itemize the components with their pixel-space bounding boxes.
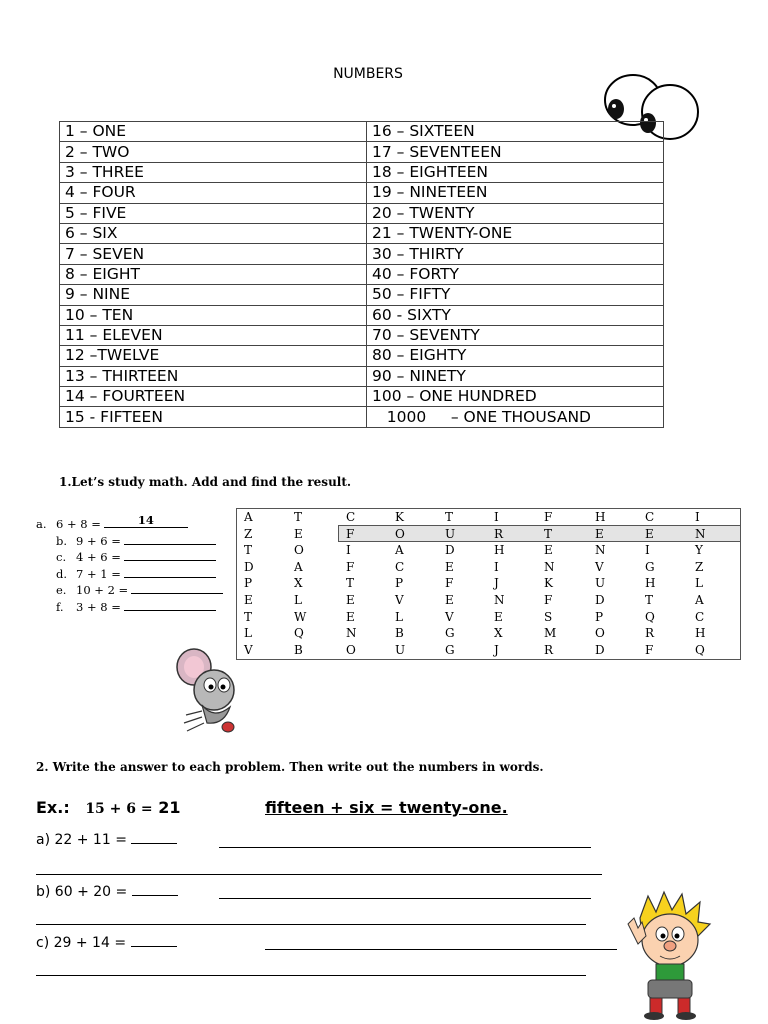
grid-letter[interactable]: V	[244, 642, 253, 657]
table-cell: 11 – ELEVEN	[60, 325, 367, 345]
table-row	[60, 325, 664, 345]
answer-line[interactable]	[219, 898, 591, 899]
grid-letter[interactable]: E	[346, 593, 355, 607]
grid-letter[interactable]: G	[645, 559, 655, 574]
grid-letter[interactable]: D	[244, 559, 254, 574]
grid-letter[interactable]: F	[544, 593, 553, 607]
table-cell: 40 – FORTY	[367, 264, 664, 284]
item-label: c.	[56, 550, 67, 564]
answer-line[interactable]	[36, 924, 586, 925]
answer-blank[interactable]	[104, 513, 188, 528]
table-row	[60, 285, 664, 305]
grid-letter[interactable]: Q	[294, 626, 304, 641]
grid-letter[interactable]: N	[595, 543, 606, 558]
grid-letter[interactable]: R	[544, 642, 554, 657]
table-cell: 13 – THIRTEEN	[60, 366, 367, 386]
grid-letter[interactable]: C	[346, 510, 356, 524]
item-answer: 14	[137, 513, 154, 527]
table-row	[60, 142, 664, 162]
mouse-cartoon-icon	[172, 645, 242, 740]
exercise1-title: 1.Let’s study math. Add and find the result.	[59, 475, 352, 489]
table-cell: 15 - FIFTEEN	[60, 407, 367, 427]
grid-letter[interactable]: P	[244, 576, 253, 591]
grid-letter[interactable]: I	[645, 543, 650, 558]
grid-letter[interactable]: V	[595, 559, 604, 574]
item-label: d.	[56, 566, 68, 581]
addition-item	[56, 566, 216, 582]
grid-letter[interactable]: T	[544, 526, 553, 541]
grid-letter[interactable]: E	[645, 526, 654, 541]
table-row	[60, 162, 664, 182]
grid-letter[interactable]: O	[346, 642, 356, 657]
grid-letter[interactable]: T	[445, 510, 454, 524]
grid-letter[interactable]: R	[494, 526, 504, 541]
item-expression: 7 + 1 =	[76, 566, 121, 581]
problem-c: c) 29 + 14 =	[36, 935, 177, 951]
grid-letter[interactable]: N	[695, 526, 706, 541]
table-row	[60, 183, 664, 203]
item-expression: 9 + 6 =	[76, 533, 121, 548]
grid-letter[interactable]: C	[695, 609, 705, 624]
table-cell: 7 – SEVEN	[60, 244, 367, 264]
table-cell: 1 – ONE	[60, 122, 367, 142]
table-cell: 9 – NINE	[60, 285, 367, 305]
grid-letter[interactable]: S	[544, 609, 553, 624]
problem-b: b) 60 + 20 =	[36, 884, 178, 900]
answer-line[interactable]	[265, 949, 617, 950]
grid-letter[interactable]: C	[395, 559, 405, 574]
addition-item	[56, 533, 216, 549]
grid-letter[interactable]: L	[695, 576, 703, 591]
grid-row	[237, 509, 740, 526]
boy-cartoon-icon	[620, 888, 720, 1022]
table-cell: 50 – FIFTY	[367, 285, 664, 305]
grid-letter[interactable]: Z	[244, 526, 253, 541]
table-cell: 19 – NINETEEN	[367, 183, 664, 203]
grid-letter[interactable]: P	[595, 609, 604, 624]
grid-letter[interactable]: F	[645, 642, 654, 657]
item-expression: 10 + 2 =	[76, 583, 129, 597]
grid-letter[interactable]: O	[294, 543, 304, 558]
example-words: fifteen + six = twenty-one.	[265, 798, 508, 817]
grid-letter[interactable]: G	[445, 642, 455, 657]
table-cell: 90 – NINETY	[367, 366, 664, 386]
grid-letter[interactable]: T	[244, 609, 253, 624]
example-label: Ex.:	[36, 798, 70, 817]
table-cell: 16 – SIXTEEN	[367, 122, 664, 142]
grid-letter[interactable]: N	[544, 559, 555, 574]
grid-letter[interactable]: E	[544, 543, 553, 558]
table-cell: 4 – FOUR	[60, 183, 367, 203]
table-cell: 2 – TWO	[60, 142, 367, 162]
table-row	[60, 346, 664, 366]
grid-letter[interactable]: E	[595, 526, 604, 541]
table-row	[60, 305, 664, 325]
table-cell: 12 –TWELVE	[60, 346, 367, 366]
grid-letter[interactable]: O	[395, 526, 405, 541]
table-cell: 60 - SIXTY	[367, 305, 664, 325]
grid-letter[interactable]: E	[445, 559, 454, 574]
table-cell: 21 – TWENTY-ONE	[367, 223, 664, 243]
table-row	[60, 387, 664, 407]
grid-letter[interactable]: O	[595, 626, 605, 641]
grid-letter[interactable]: T	[244, 543, 253, 558]
page-title: NUMBERS	[333, 66, 403, 82]
example-expression: 15 + 6 =	[85, 801, 153, 817]
grid-letter[interactable]: H	[494, 543, 505, 558]
table-cell: 18 – EIGHTEEN	[367, 162, 664, 182]
grid-letter[interactable]: X	[294, 576, 303, 591]
item-label: e.	[56, 583, 67, 597]
example-result: 21	[158, 798, 181, 817]
grid-letter[interactable]: E	[346, 609, 355, 624]
table-cell: 30 – THIRTY	[367, 244, 664, 264]
grid-letter[interactable]: J	[494, 642, 499, 657]
grid-letter[interactable]: U	[395, 642, 406, 657]
grid-letter[interactable]: D	[595, 642, 605, 657]
grid-letter[interactable]: P	[395, 576, 404, 591]
grid-letter[interactable]: B	[395, 626, 404, 641]
table-cell: 3 – THREE	[60, 162, 367, 182]
grid-row	[237, 559, 740, 576]
grid-letter[interactable]: T	[294, 510, 303, 524]
grid-row	[237, 542, 740, 559]
letter-grid	[236, 508, 741, 660]
item-expression: 6 + 8 =	[56, 517, 101, 531]
answer-blank[interactable]	[124, 599, 216, 611]
grid-letter[interactable]: X	[494, 626, 503, 641]
answer-blank[interactable]	[124, 533, 216, 545]
grid-letter[interactable]: U	[445, 526, 456, 541]
problem-a: a) 22 + 11 =	[36, 832, 177, 848]
grid-letter[interactable]: D	[595, 593, 605, 607]
grid-letter[interactable]: C	[645, 510, 655, 524]
item-label: b.	[56, 533, 68, 548]
grid-letter[interactable]: G	[445, 626, 455, 641]
grid-letter[interactable]: Y	[695, 543, 703, 558]
table-row	[60, 122, 664, 142]
grid-letter[interactable]: V	[395, 593, 404, 607]
answer-blank[interactable]	[124, 549, 216, 561]
table-row	[60, 203, 664, 223]
grid-letter[interactable]: W	[294, 609, 307, 624]
grid-letter[interactable]: A	[395, 543, 404, 558]
table-cell: 1000 – ONE THOUSAND	[367, 407, 664, 427]
exercise2-title: 2. Write the answer to each problem. Then write out the numbers in words.	[36, 760, 544, 774]
grid-letter[interactable]: H	[695, 626, 706, 641]
grid-row	[237, 609, 740, 626]
grid-row	[237, 526, 740, 543]
grid-letter[interactable]: I	[494, 510, 499, 524]
table-cell: 8 – EIGHT	[60, 264, 367, 284]
grid-letter[interactable]: I	[346, 543, 351, 558]
grid-letter[interactable]: B	[294, 642, 303, 657]
grid-letter[interactable]: D	[445, 543, 455, 558]
table-cell: 6 – SIX	[60, 223, 367, 243]
table-cell: 10 – TEN	[60, 305, 367, 325]
example-line	[36, 798, 180, 817]
table-cell: 80 – EIGHTY	[367, 346, 664, 366]
grid-letter[interactable]: E	[445, 593, 454, 607]
table-cell: 100 – ONE HUNDRED	[367, 387, 664, 407]
grid-letter[interactable]: Q	[695, 642, 705, 657]
grid-letter[interactable]: N	[494, 593, 505, 607]
grid-letter[interactable]: T	[645, 593, 654, 607]
addition-item	[56, 599, 216, 615]
grid-letter[interactable]: F	[544, 510, 553, 524]
table-row	[60, 244, 664, 264]
grid-letter[interactable]: H	[645, 576, 656, 591]
grid-letter[interactable]: H	[595, 510, 606, 524]
answer-line[interactable]	[36, 975, 586, 976]
grid-letter[interactable]: E	[294, 526, 303, 541]
grid-letter[interactable]: Z	[695, 559, 704, 574]
answer-line[interactable]	[36, 874, 602, 875]
grid-letter[interactable]: E	[244, 593, 253, 607]
grid-letter[interactable]: A	[695, 593, 704, 607]
grid-letter[interactable]: E	[494, 609, 503, 624]
table-cell: 5 – FIVE	[60, 203, 367, 223]
grid-letter[interactable]: L	[244, 626, 252, 641]
table-cell: 20 – TWENTY	[367, 203, 664, 223]
grid-letter[interactable]: T	[346, 576, 355, 591]
answer-blank[interactable]	[124, 566, 216, 578]
grid-letter[interactable]: F	[445, 576, 454, 591]
item-label: f.	[56, 599, 64, 614]
table-row	[60, 407, 664, 427]
table-row	[60, 366, 664, 386]
grid-letter[interactable]: U	[595, 576, 606, 591]
table-cell: 17 – SEVENTEEN	[367, 142, 664, 162]
grid-letter[interactable]: Q	[645, 609, 655, 624]
grid-letter[interactable]: V	[445, 609, 454, 624]
answer-blank[interactable]	[131, 582, 223, 594]
grid-row	[237, 642, 740, 659]
grid-letter[interactable]: L	[294, 593, 302, 607]
grid-letter[interactable]: L	[395, 609, 403, 624]
grid-letter[interactable]: K	[395, 510, 404, 524]
table-row	[60, 223, 664, 243]
item-expression: 3 + 8 =	[76, 599, 121, 614]
grid-row	[237, 575, 740, 592]
addition-item	[56, 549, 216, 565]
item-label: a.	[36, 517, 47, 531]
table-cell: 70 – SEVENTY	[367, 325, 664, 345]
grid-letter[interactable]: F	[346, 559, 355, 574]
grid-letter[interactable]: I	[494, 559, 499, 574]
table-cell: 14 – FOURTEEN	[60, 387, 367, 407]
table-row	[60, 264, 664, 284]
grid-letter[interactable]: N	[346, 626, 357, 641]
answer-line[interactable]	[219, 847, 591, 848]
grid-letter[interactable]: I	[695, 510, 700, 524]
item-expression: 4 + 6 =	[76, 550, 121, 564]
grid-letter[interactable]: A	[244, 510, 253, 524]
grid-letter[interactable]: F	[346, 526, 355, 541]
grid-letter[interactable]: A	[294, 559, 303, 574]
grid-letter[interactable]: J	[494, 576, 499, 591]
grid-row	[237, 625, 740, 642]
addition-item	[36, 513, 188, 532]
addition-item	[56, 582, 223, 598]
numbers-table	[59, 121, 664, 428]
grid-letter[interactable]: M	[544, 626, 557, 641]
grid-letter[interactable]: K	[544, 576, 553, 591]
grid-letter[interactable]: R	[645, 626, 655, 641]
grid-row	[237, 592, 740, 609]
